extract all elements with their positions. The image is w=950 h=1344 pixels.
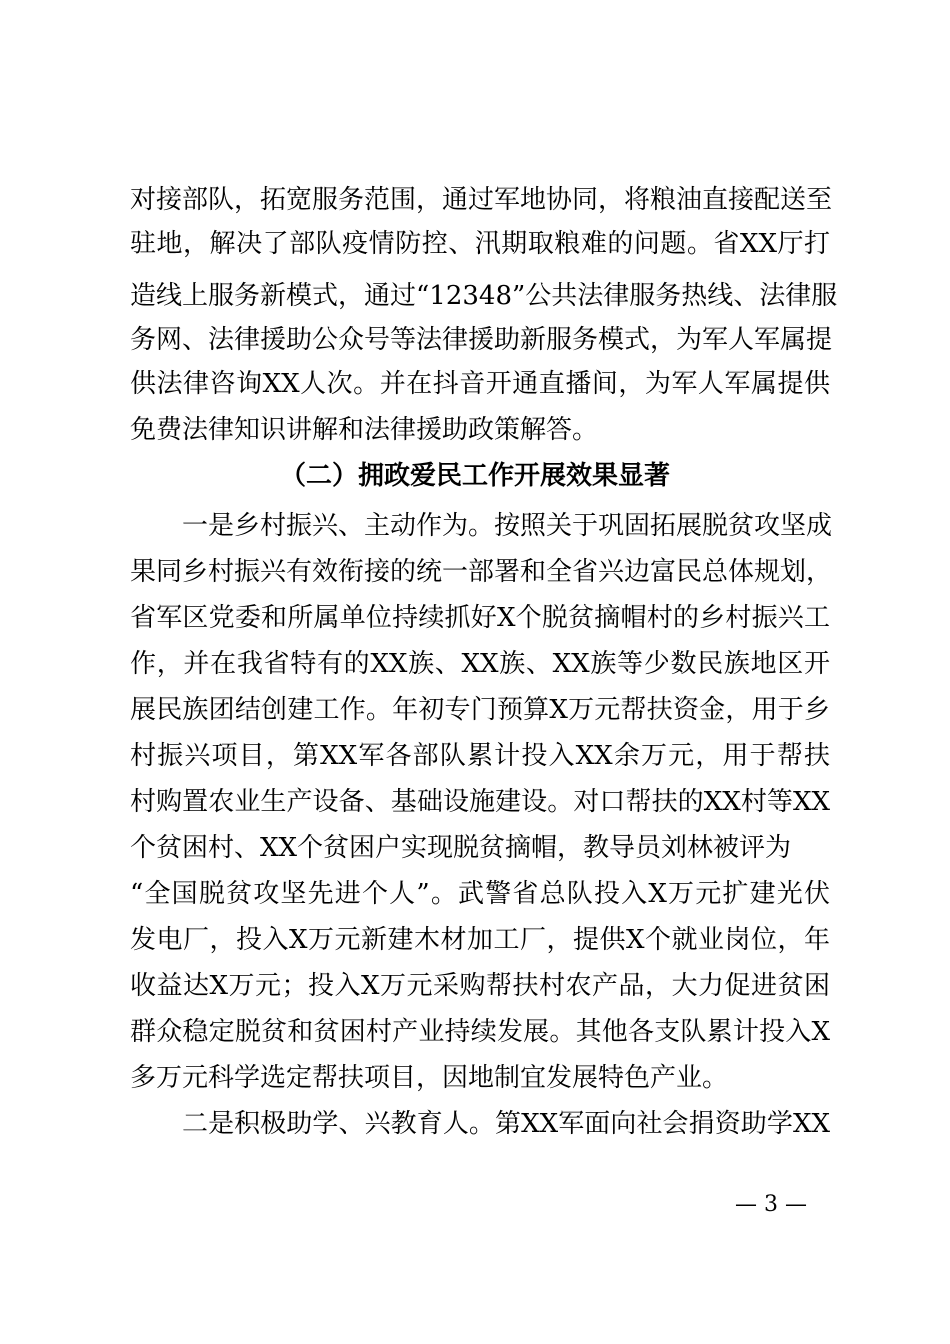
paragraph-2-line-3: 省军区党委和所属单位持续抓好X个脱贫摘帽村的乡村振兴工 xyxy=(130,603,830,633)
paragraph-1-line-4: 务网、法律援助公众号等法律援助新服务模式，为军人军属提 xyxy=(130,325,833,355)
paragraph-2-line-12: 群众稳定脱贫和贫困村产业持续发展。其他各支队累计投入X xyxy=(130,1017,830,1047)
paragraph-2-line-4: 作，并在我省特有的XX族、XX族、XX族等少数民族地区开 xyxy=(130,649,830,679)
paragraph-2-line-5: 展民族团结创建工作。年初专门预算X万元帮扶资金，用于乡 xyxy=(130,695,830,725)
paragraph-2-line-7: 村购置农业生产设备、基础设施建设。对口帮扶的XX村等XX xyxy=(130,787,830,817)
paragraph-1-line-1: 对接部队，拓宽服务范围，通过军地协同，将粮油直接配送至 xyxy=(130,185,833,215)
paragraph-2-line-11: 收益达X万元；投入X万元采购帮扶村农产品，大力促进贫困 xyxy=(130,971,830,1001)
section-heading: （二）拥政爱民工作开展效果显著 xyxy=(279,461,670,491)
paragraph-1-line-3: 造线上服务新模式，通过“12348”公共法律服务热线、法律服 xyxy=(130,281,838,311)
paragraph-2-line-10: 发电厂，投入X万元新建木材加工厂，提供X个就业岗位，年 xyxy=(130,925,830,955)
paragraph-2-line-1: 一是乡村振兴、主动作为。按照关于巩固拓展脱贫攻坚成 xyxy=(182,511,833,541)
paragraph-1-line-6: 免费法律知识讲解和法律援助政策解答。 xyxy=(130,415,599,445)
paragraph-2-line-2: 果同乡村振兴有效衔接的统一部署和全省兴边富民总体规划， xyxy=(130,557,833,587)
paragraph-2-line-13: 多万元科学选定帮扶项目，因地制宜发展特色产业。 xyxy=(130,1063,729,1093)
paragraph-2-line-9: “全国脱贫攻坚先进个人”。武警省总队投入X万元扩建光伏 xyxy=(130,879,830,909)
page-number: — 3 — xyxy=(735,1192,807,1217)
paragraph-1-line-2: 驻地，解决了部队疫情防控、汛期取粮难的问题。省XX厅打 xyxy=(130,229,830,259)
paragraph-2-line-8: 个贫困村、XX个贫困户实现脱贫摘帽，教导员刘林被评为 xyxy=(130,833,792,863)
paragraph-1-line-5: 供法律咨询XX人次。并在抖音开通直播间，为军人军属提供 xyxy=(130,369,830,399)
paragraph-2-line-6: 村振兴项目，第XX军各部队累计投入XX余万元，用于帮扶 xyxy=(130,741,830,771)
paragraph-3-line-1: 二是积极助学、兴教育人。第XX军面向社会捐资助学XX xyxy=(182,1109,830,1139)
